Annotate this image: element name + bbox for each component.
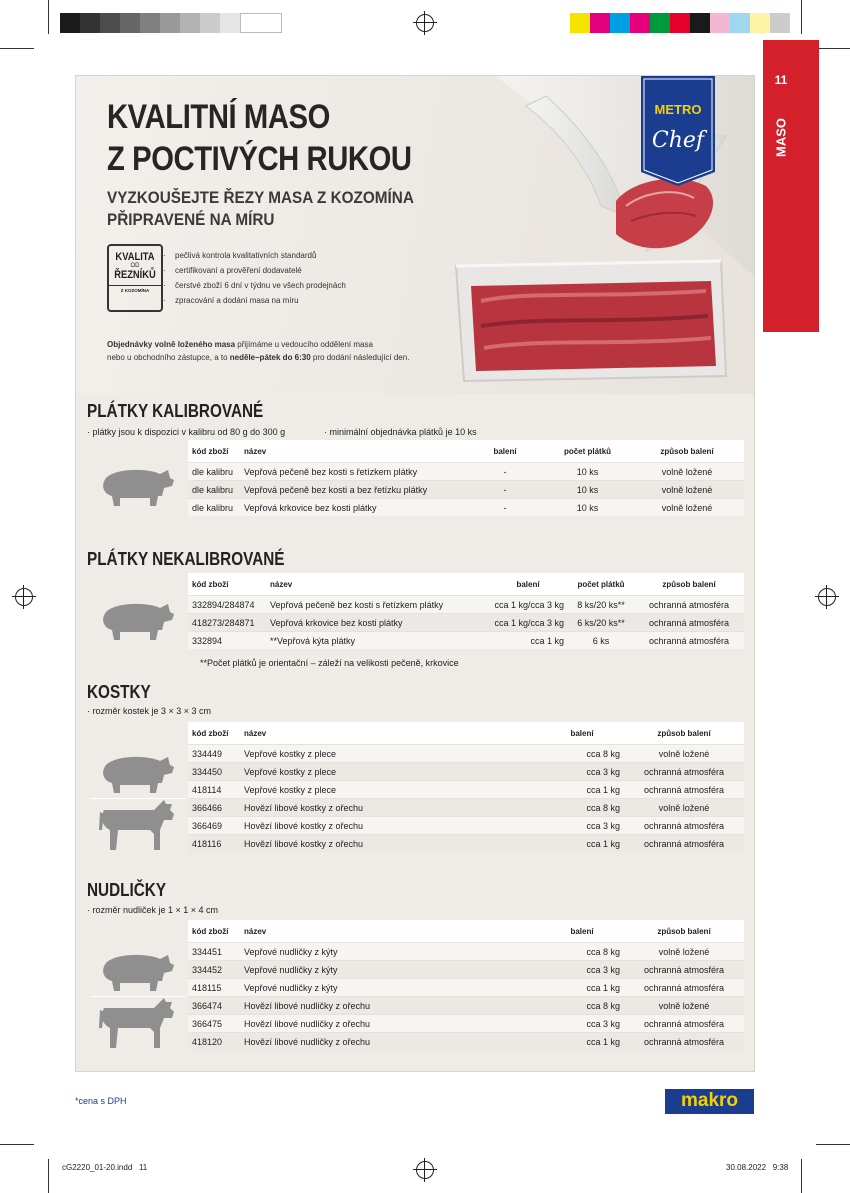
pig-icon: [98, 751, 176, 795]
cell-code: 366466: [188, 799, 240, 817]
registration-mark-top: [416, 14, 434, 32]
col-header-code: kód zboží: [188, 440, 240, 463]
quality-stamp: [107, 244, 163, 312]
col-header-name: název: [240, 440, 465, 463]
nekalibrovane-footnote: **Počet plátků je orientační – záleží na velikosti pečeně, krkovice: [200, 658, 459, 668]
cell-packing-method: volně ložené: [624, 799, 744, 817]
table-row: [188, 463, 744, 481]
table-row: [188, 745, 744, 763]
stamp-text-3: ŘEZNÍKŮ: [114, 269, 156, 281]
table-row: [188, 781, 744, 799]
cell-code: 334449: [188, 745, 240, 763]
table-row: [188, 817, 744, 835]
metro-logo: METRO: [654, 102, 702, 117]
table-nekalibrovane: [188, 573, 744, 649]
cell-packing-method: ochranná atmosféra: [624, 835, 744, 853]
cell-package: cca 8 kg: [540, 799, 624, 817]
cell-code: 418116: [188, 835, 240, 853]
cell-packing-method: volně ložené: [624, 745, 744, 763]
cell-slice-count: 10 ks: [545, 499, 630, 517]
content-panel: [75, 75, 755, 1072]
cell-name: Vepřová krkovice bez kosti plátky: [266, 614, 488, 632]
cell-package: cca 1 kg: [540, 835, 624, 853]
table-row: [188, 1015, 744, 1033]
order-info-text3: pro dodání následující den.: [310, 353, 410, 362]
cell-package: -: [465, 481, 545, 499]
cell-name: Vepřová pečeně bez kosti s řetízkem plátky: [240, 463, 465, 481]
cell-package: -: [465, 463, 545, 481]
order-info-bold2: neděle–pátek do 6:30: [229, 353, 311, 362]
section-title-nekalibrovane: PLÁTKY NEKALIBROVANÉ: [87, 549, 285, 569]
cell-code: 418120: [188, 1033, 240, 1051]
cell-code: 418114: [188, 781, 240, 799]
print-slug-right: 30.08.2022 9:38: [726, 1163, 789, 1172]
col-header-package: balení: [540, 722, 624, 745]
table-kostky: [188, 722, 744, 852]
cell-package: cca 8 kg: [540, 943, 624, 961]
cell-packing-method: ochranná atmosféra: [624, 979, 744, 997]
makro-logo: [665, 1089, 754, 1114]
table-row: [188, 961, 744, 979]
col-header-package: balení: [465, 440, 545, 463]
cell-packing-method: volně ložené: [630, 463, 744, 481]
table-nudlicky: [188, 920, 744, 1050]
cell-package: cca 1 kg/cca 3 kg: [488, 596, 568, 614]
col-header-packing-method: způsob balení: [634, 573, 744, 596]
stamp-text-4: Z KOZOMÍNA: [109, 285, 161, 293]
pig-icon: [98, 464, 176, 508]
table-row: [188, 979, 744, 997]
cell-package: cca 3 kg: [540, 961, 624, 979]
cell-name: Vepřová krkovice bez kosti plátky: [240, 499, 465, 517]
table-kalibrovane: [188, 440, 744, 516]
cell-name: Vepřové kostky z plece: [240, 745, 540, 763]
cell-package: cca 1 kg: [540, 1033, 624, 1051]
pig-icon: [98, 598, 176, 642]
price-footnote: *cena s DPH: [75, 1096, 127, 1106]
hero-bullet-4: · zpracování a dodání masa na míru: [175, 296, 299, 305]
cow-icon: [98, 998, 176, 1050]
cell-code: dle kalibru: [188, 463, 240, 481]
page-number: 11: [774, 73, 788, 87]
cell-name: Vepřová pečeně bez kosti a bez řetízku plátky: [240, 481, 465, 499]
table-row: [188, 1033, 744, 1051]
cell-packing-method: ochranná atmosféra: [624, 817, 744, 835]
cell-code: 366469: [188, 817, 240, 835]
cell-code: 334452: [188, 961, 240, 979]
cell-slice-count: 6 ks/20 ks**: [568, 614, 634, 632]
cell-code: 332894: [188, 632, 266, 650]
cell-code: 334450: [188, 763, 240, 781]
col-header-name: název: [240, 920, 540, 943]
table-row: [188, 835, 744, 853]
cell-slice-count: 10 ks: [545, 463, 630, 481]
nudlicky-note-text: rozměr nudliček je 1 × 1 × 4 cm: [92, 905, 219, 915]
cell-packing-method: ochranná atmosféra: [624, 961, 744, 979]
cell-slice-count: 8 ks/20 ks**: [568, 596, 634, 614]
cell-package: cca 3 kg: [540, 763, 624, 781]
stamp-text-2: OD: [130, 263, 140, 269]
cell-code: dle kalibru: [188, 481, 240, 499]
cell-package: -: [465, 499, 545, 517]
cell-name: Hovězí libové nudličky z ořechu: [240, 1015, 540, 1033]
metro-chef-badge: [641, 76, 715, 186]
section-title-nudlicky: NUDLIČKY: [87, 880, 167, 900]
cell-name: Vepřové kostky z plece: [240, 763, 540, 781]
table-row: [188, 799, 744, 817]
registration-mark-left: [15, 588, 33, 606]
cell-package: cca 1 kg: [488, 632, 568, 650]
section-tab: [763, 40, 819, 332]
cell-name: Vepřové nudličky z kýty: [240, 979, 540, 997]
table-row: [188, 943, 744, 961]
makro-logo-text: makro: [680, 1090, 739, 1111]
hero-title-line1: KVALITNÍ MASO: [107, 98, 330, 136]
table-row: [188, 997, 744, 1015]
animal-divider: [90, 996, 186, 997]
section-title-kalibrovane: PLÁTKY KALIBROVANÉ: [87, 401, 264, 421]
cell-package: cca 3 kg: [540, 817, 624, 835]
section-title-kostky: KOSTKY: [87, 682, 151, 702]
cell-packing-method: volně ložené: [624, 997, 744, 1015]
cell-package: cca 3 kg: [540, 1015, 624, 1033]
pig-icon: [98, 949, 176, 993]
col-header-code: kód zboží: [188, 722, 240, 745]
col-header-slice-count: počet plátků: [568, 573, 634, 596]
cell-packing-method: ochranná atmosféra: [624, 1015, 744, 1033]
cell-packing-method: ochranná atmosféra: [624, 1033, 744, 1051]
col-header-packing-method: způsob balení: [624, 722, 744, 745]
col-header-name: název: [266, 573, 488, 596]
cell-package: cca 8 kg: [540, 745, 624, 763]
cell-packing-method: ochranná atmosféra: [634, 632, 744, 650]
cell-name: Hovězí libové kostky z ořechu: [240, 799, 540, 817]
hero-bullet-2: · certifikovaní a prověření dodavatelé: [175, 266, 302, 275]
cell-code: 418273/284871: [188, 614, 266, 632]
col-header-code: kód zboží: [188, 920, 240, 943]
cell-name: **Vepřová kýta plátky: [266, 632, 488, 650]
kostky-note-text: rozměr kostek je 3 × 3 × 3 cm: [92, 706, 212, 716]
kalibrovane-note-1: · plátky jsou k dispozici v kalibru od 80 g do 300 g: [87, 427, 286, 437]
cell-code: dle kalibru: [188, 499, 240, 517]
cell-name: Hovězí libové nudličky z ořechu: [240, 1033, 540, 1051]
table-row: [188, 763, 744, 781]
table-row: [188, 596, 744, 614]
chef-label: Chef: [651, 128, 705, 153]
hero-subtitle-line1: VYZKOUŠEJTE ŘEZY MASA Z KOZOMÍNA: [107, 188, 414, 207]
cell-code: 418115: [188, 979, 240, 997]
cell-name: Vepřová pečeně bez kosti s řetízkem plátky: [266, 596, 488, 614]
cell-name: Vepřové kostky z plece: [240, 781, 540, 799]
hero-bullet-1: · pečlivá kontrola kvalitativních standardů: [175, 251, 316, 260]
kostky-note: · rozměr kostek je 3 × 3 × 3 cm: [87, 706, 212, 716]
kalibrovane-note-1-text: plátky jsou k dispozici v kalibru od 80 g do 300 g: [92, 427, 286, 437]
cow-icon: [98, 800, 176, 852]
cell-packing-method: ochranná atmosféra: [624, 763, 744, 781]
col-header-name: název: [240, 722, 540, 745]
hero-subtitle-line2: PŘIPRAVENÉ NA MÍRU: [107, 210, 275, 229]
cell-code: 334451: [188, 943, 240, 961]
registration-mark-right: [818, 588, 836, 606]
order-info-text1: přijímáme u vedoucího oddělení masa: [235, 340, 373, 349]
hero-bullet-3: · čerstvé zboží 6 dní v týdnu ve všech prodejnách: [175, 281, 346, 290]
cell-code: 366474: [188, 997, 240, 1015]
table-row: [188, 481, 744, 499]
col-header-package: balení: [488, 573, 568, 596]
section-label: MASO: [773, 118, 789, 157]
registration-mark-bottom: [416, 1161, 434, 1179]
cell-package: cca 1 kg: [540, 781, 624, 799]
kalibrovane-note-2-text: minimální objednávka plátků je 10 ks: [329, 427, 477, 437]
cell-name: Hovězí libové kostky z ořechu: [240, 817, 540, 835]
cell-name: Hovězí libové nudličky z ořechu: [240, 997, 540, 1015]
print-slug-left: cG2220_01-20.indd 11: [62, 1163, 148, 1172]
cell-packing-method: volně ložené: [624, 943, 744, 961]
col-header-slice-count: počet plátků: [545, 440, 630, 463]
cell-packing-method: ochranná atmosféra: [634, 614, 744, 632]
cell-packing-method: ochranná atmosféra: [624, 781, 744, 799]
nudlicky-note: · rozměr nudliček je 1 × 1 × 4 cm: [87, 905, 219, 915]
cell-packing-method: volně ložené: [630, 499, 744, 517]
cell-slice-count: 6 ks: [568, 632, 634, 650]
table-row: [188, 632, 744, 650]
cell-packing-method: ochranná atmosféra: [634, 596, 744, 614]
cell-name: Vepřové nudličky z kýty: [240, 961, 540, 979]
animal-divider: [90, 798, 186, 799]
cell-package: cca 1 kg/cca 3 kg: [488, 614, 568, 632]
cell-name: Vepřové nudličky z kýty: [240, 943, 540, 961]
order-info: [107, 338, 409, 364]
order-info-text2: nebo u obchodního zástupce, a to: [107, 353, 230, 362]
cell-name: Hovězí libové kostky z ořechu: [240, 835, 540, 853]
cell-packing-method: volně ložené: [630, 481, 744, 499]
stamp-text-1: KVALITA: [115, 251, 155, 263]
hero-banner: [76, 76, 754, 394]
order-info-bold: Objednávky volně loženého masa: [107, 340, 236, 349]
table-row: [188, 614, 744, 632]
cell-slice-count: 10 ks: [545, 481, 630, 499]
col-header-packing-method: způsob balení: [624, 920, 744, 943]
kalibrovane-note-2: · minimální objednávka plátků je 10 ks: [324, 427, 477, 437]
col-header-package: balení: [540, 920, 624, 943]
col-header-code: kód zboží: [188, 573, 266, 596]
table-row: [188, 499, 744, 517]
hero-title-line2: Z POCTIVÝCH RUKOU: [107, 140, 412, 178]
cell-package: cca 8 kg: [540, 997, 624, 1015]
col-header-packing-method: způsob balení: [630, 440, 744, 463]
cell-code: 332894/284874: [188, 596, 266, 614]
cell-package: cca 1 kg: [540, 979, 624, 997]
cell-code: 366475: [188, 1015, 240, 1033]
